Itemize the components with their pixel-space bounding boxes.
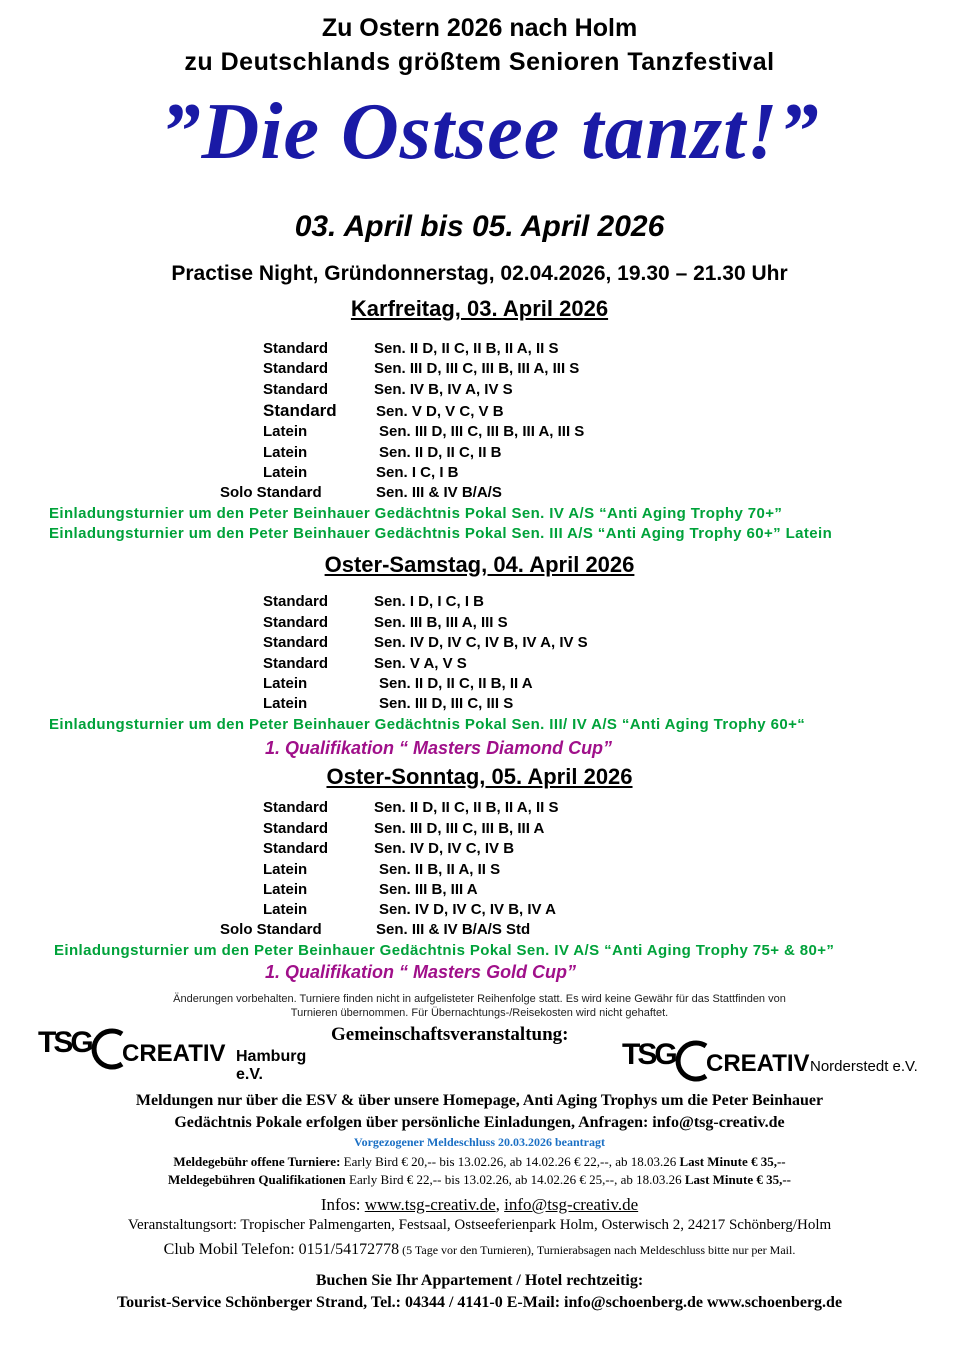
invitation-tournament: Einladungsturnier um den Peter Beinhauer Gedächtnis Pokal Sen. III/ IV A/S “Anti Aging Trophy 60+“ bbox=[49, 716, 806, 733]
logo-creativ-norderstedt bbox=[622, 1038, 922, 1088]
logo-creativ-hamburg bbox=[38, 1026, 328, 1083]
logo-creativ-text: CREATIV bbox=[706, 1050, 810, 1077]
fee-qualifications: Meldegebühren Qualifikationen Early Bird € 22,-- bis 13.02.26, ab 14.02.26 € 25,--, ab 18.03.26 Last Minute € 35,-- bbox=[167, 1172, 792, 1187]
logo-creativ-text: CREATIV bbox=[122, 1040, 226, 1067]
event-title: ”Die Ostsee tanzt!” bbox=[160, 88, 820, 176]
booking-contact: Tourist-Service Schönberger Strand, Tel.: 04344 / 4141-0 E-Mail: info@schoenberg.de www.schoenberg.de bbox=[116, 1294, 843, 1311]
booking-heading: Buchen Sie Ihr Appartement / Hotel rechtzeitig: bbox=[315, 1272, 644, 1289]
disclaimer: Änderungen vorbehalten. Turniere finden nicht in aufgelisteter Reihenfolge statt. Es wird keine Gewähr für das Stattfinden von bbox=[173, 993, 786, 1005]
disclaimer: Turnieren übernommen. Für Übernachtungs-/Reisekosten wird nicht gehaftet. bbox=[290, 1007, 669, 1019]
registration-info: Meldungen nur über die ESV & über unsere Homepage, Anti Aging Trophys um die Peter Beinhauer bbox=[135, 1092, 824, 1109]
day-heading-saturday: Oster-Samstag, 04. April 2026 bbox=[324, 552, 635, 577]
invitation-tournament: Einladungsturnier um den Peter Beinhauer Gedächtnis Pokal Sen. IV A/S “Anti Aging Trophy 70+” bbox=[49, 505, 783, 522]
phone-line: Club Mobil Telefon: 0151/54172778 (5 Tage vor den Turnieren), Turnierabsagen nach Meldeschluss bitte nur per Mail. bbox=[163, 1241, 796, 1258]
qualification-label: 1. Qualifikation “ Masters Diamond Cup” bbox=[265, 738, 613, 758]
day-heading-friday: Karfreitag, 03. April 2026 bbox=[350, 296, 609, 321]
invitation-tournament: Einladungsturnier um den Peter Beinhauer Gedächtnis Pokal Sen. III A/S “Anti Aging Trophy 60+” Latein bbox=[49, 525, 833, 542]
registration-info: Gedächtnis Pokale erfolgen über persönliche Einladungen, Anfragen: info@tsg-creativ.de bbox=[174, 1114, 785, 1131]
joint-event-label: Gemeinschaftsveranstaltung: bbox=[331, 1024, 569, 1045]
logo-city-text: Hamburg e.V. bbox=[236, 1048, 307, 1083]
logo-city-text: Norderstedt e.V. bbox=[810, 1058, 918, 1075]
venue: Veranstaltungsort: Tropischer Palmengarten, Festsaal, Ostseeferienpark Holm, Osterwisch 2, 24217 Schönberg/Holm bbox=[127, 1217, 832, 1233]
logo-tsg-text: TSG bbox=[622, 1038, 675, 1071]
header-line-2: zu Deutschlands größtem Senioren Tanzfestival bbox=[184, 48, 775, 76]
invitation-tournament: Einladungsturnier um den Peter Beinhauer Gedächtnis Pokal Sen. IV A/S “Anti Aging Trophy 75+ & 80+” bbox=[54, 942, 835, 959]
qualification-label: 1. Qualifikation “ Masters Gold Cup” bbox=[265, 962, 577, 982]
event-dates: 03. April bis 05. April 2026 bbox=[294, 210, 665, 243]
header-line-1: Zu Ostern 2026 nach Holm bbox=[321, 14, 638, 42]
practise-night: Practise Night, Gründonnerstag, 02.04.2026, 19.30 – 21.30 Uhr bbox=[171, 262, 788, 285]
logo-tsg-text: TSG bbox=[38, 1026, 91, 1059]
website-link[interactable]: www.tsg-creativ.de bbox=[364, 1195, 496, 1214]
email-link[interactable]: info@tsg-creativ.de bbox=[504, 1195, 639, 1214]
deadline-note: Vorgezogener Meldeschluss 20.03.2026 beantragt bbox=[354, 1135, 605, 1149]
fee-open-tournaments: Meldegebühr offene Turniere: Early Bird € 20,-- bis 13.02.26, ab 14.02.26 € 22,--, ab 18.03.26 Last Minute € 35,-- bbox=[173, 1154, 786, 1169]
infos-line: Infos: www.tsg-creativ.de, info@tsg-creativ.de bbox=[320, 1195, 639, 1214]
day-heading-sunday: Oster-Sonntag, 05. April 2026 bbox=[326, 764, 633, 789]
